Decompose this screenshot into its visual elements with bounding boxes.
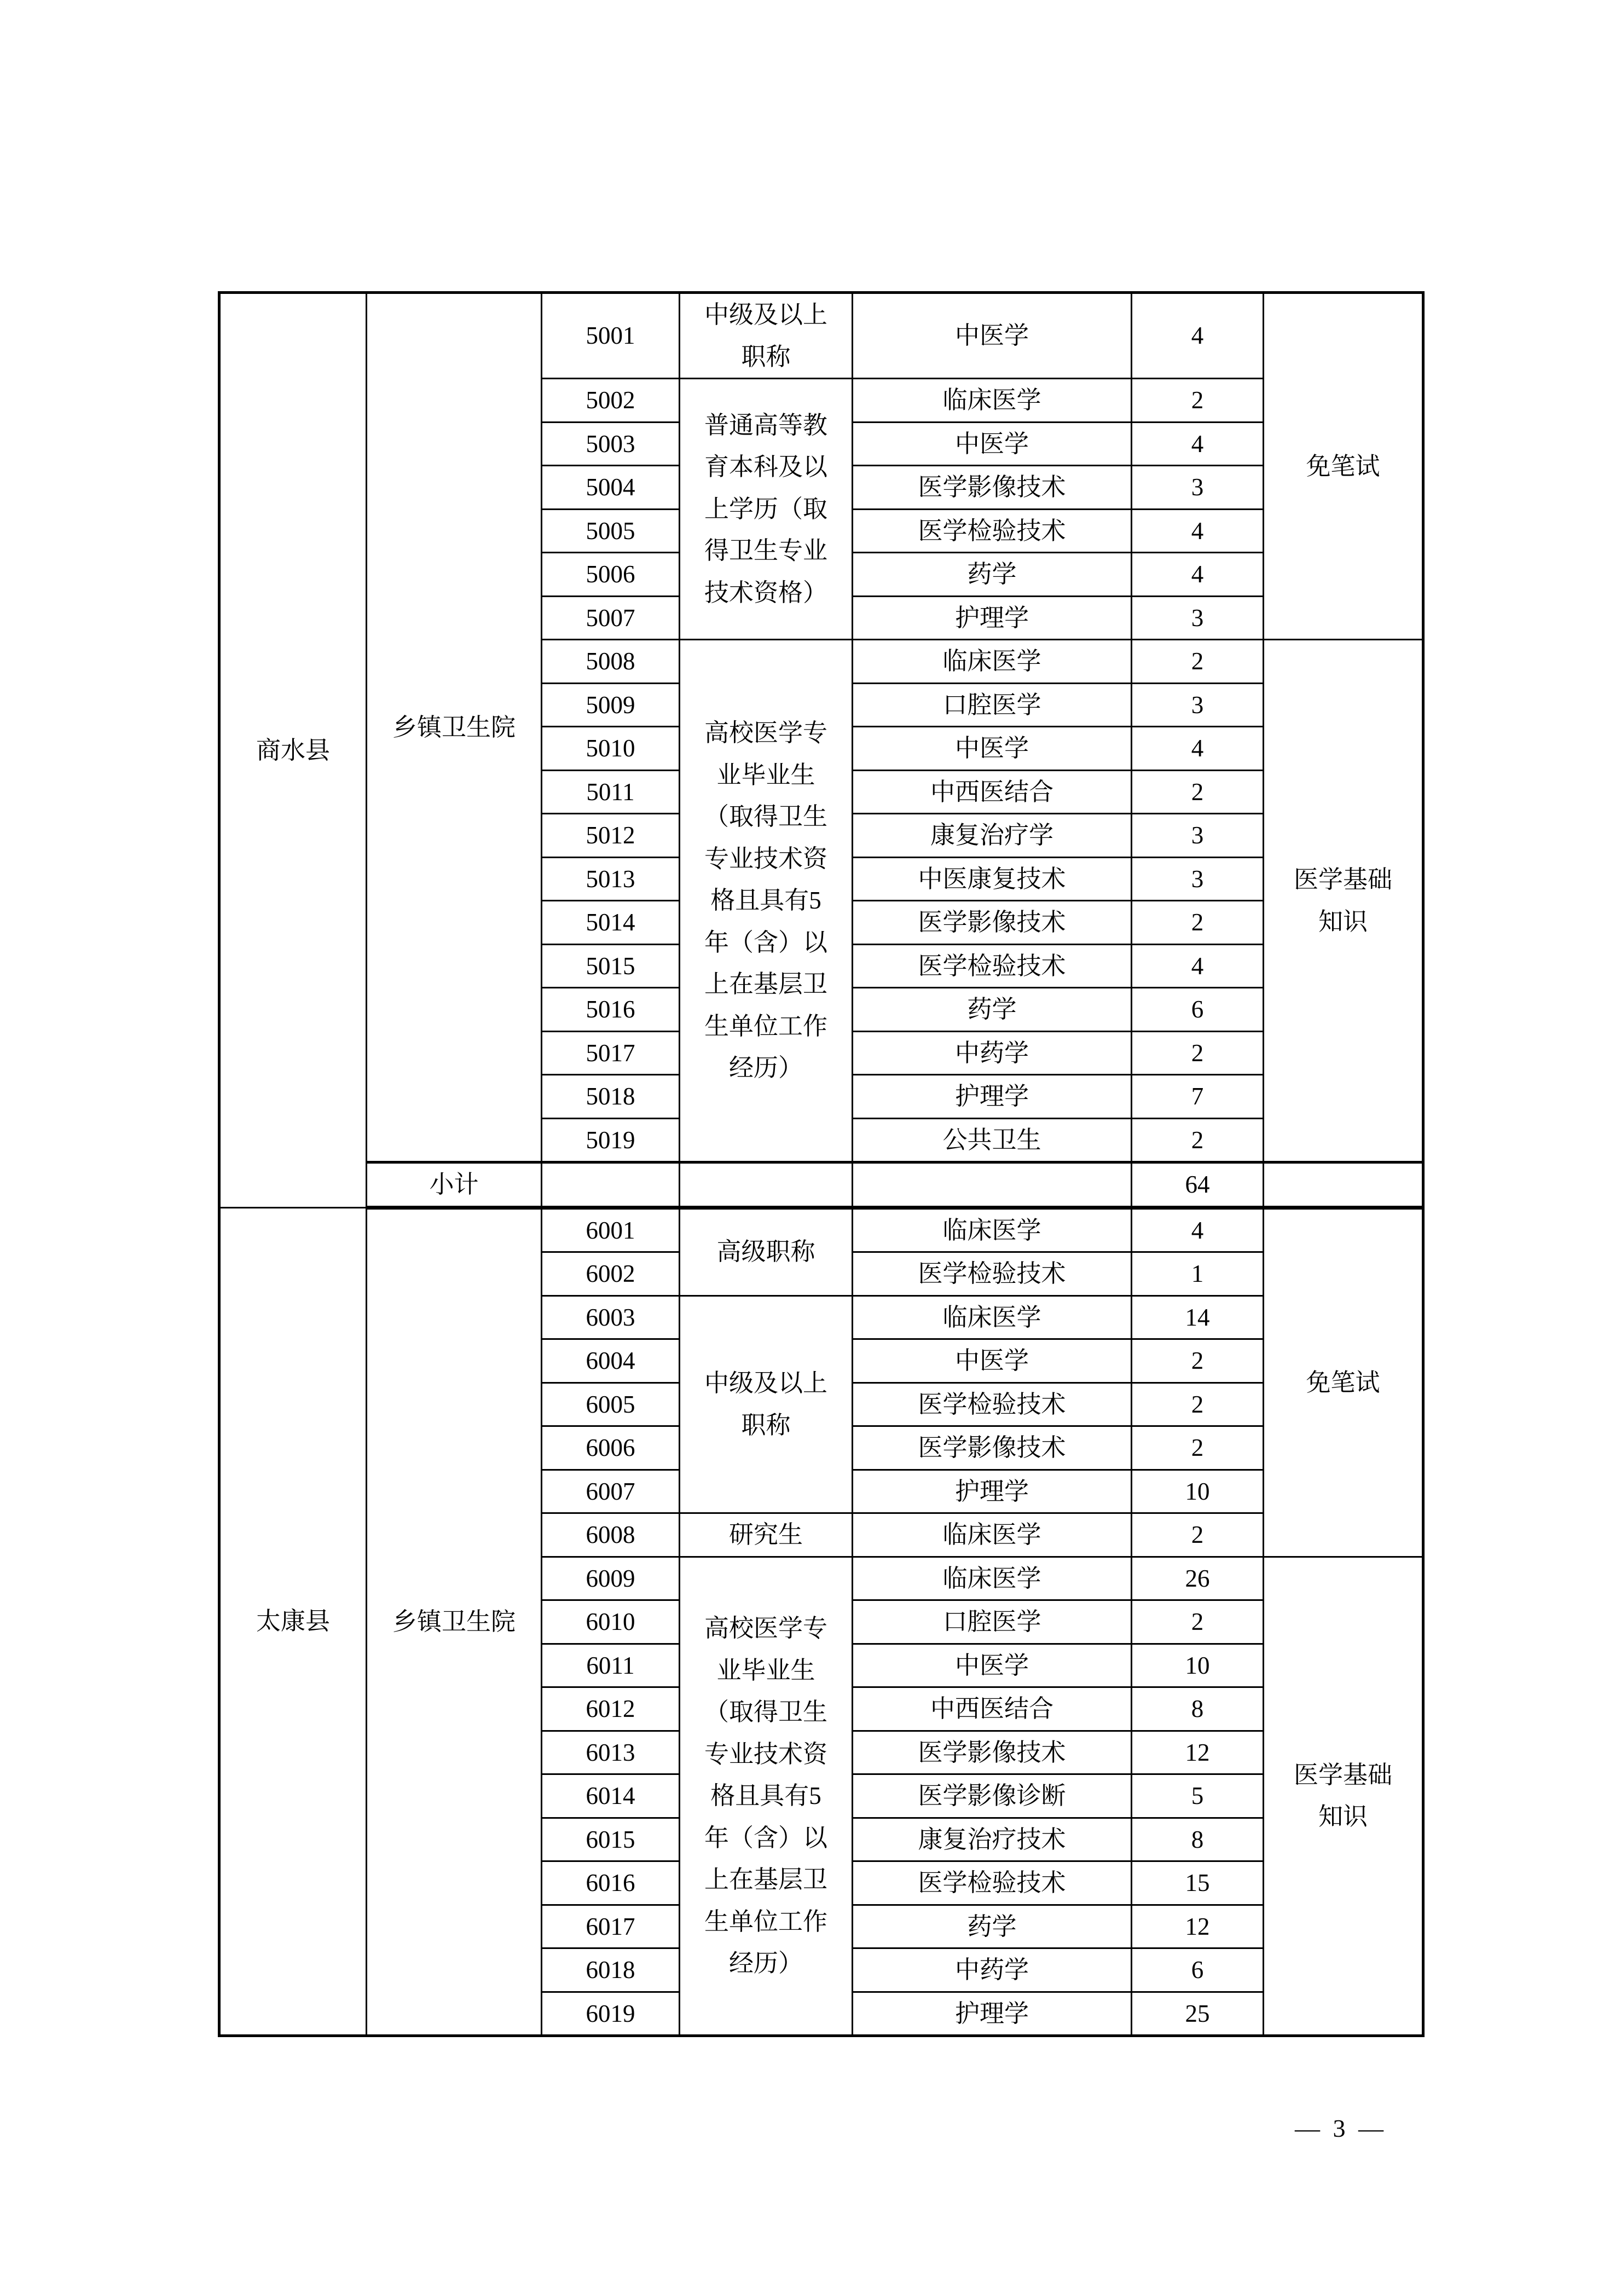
specialty-cell: 公共卫生 [853, 1118, 1132, 1163]
exam-type-cell: 医学基础知识 [1264, 640, 1423, 1163]
position-code-cell: 5019 [542, 1118, 680, 1163]
specialty-cell: 中药学 [853, 1948, 1132, 1992]
subtotal-row [219, 1163, 1423, 1208]
count-cell: 2 [1132, 1383, 1264, 1426]
position-code-cell: 6014 [542, 1774, 680, 1818]
subtotal-label-cell: 小计 [367, 1163, 542, 1208]
count-cell: 2 [1132, 1513, 1264, 1557]
position-code-cell: 5012 [542, 814, 680, 858]
count-cell: 12 [1132, 1905, 1264, 1948]
position-code-cell: 6004 [542, 1339, 680, 1383]
count-cell: 3 [1132, 596, 1264, 640]
empty-exam-cell [1264, 1163, 1423, 1208]
count-cell: 2 [1132, 1118, 1264, 1163]
specialty-cell: 中医学 [853, 293, 1132, 379]
specialty-cell: 护理学 [853, 1470, 1132, 1513]
specialty-cell: 中医学 [853, 422, 1132, 466]
position-code-cell: 5009 [542, 683, 680, 727]
count-cell: 2 [1132, 1600, 1264, 1644]
specialty-cell: 中医学 [853, 727, 1132, 771]
position-code-cell: 6002 [542, 1252, 680, 1296]
specialty-cell: 护理学 [853, 1992, 1132, 2036]
count-cell: 3 [1132, 857, 1264, 901]
position-code-cell: 5015 [542, 944, 680, 988]
specialty-cell: 医学影像技术 [853, 1731, 1132, 1774]
count-cell: 7 [1132, 1075, 1264, 1119]
page-number: — 3 — [1295, 2114, 1387, 2142]
specialty-cell: 中西医结合 [853, 770, 1132, 814]
qualification-cell: 研究生 [680, 1513, 853, 1557]
position-code-cell: 6009 [542, 1557, 680, 1600]
count-cell: 4 [1132, 1207, 1264, 1252]
count-cell: 4 [1132, 727, 1264, 771]
position-code-cell: 5010 [542, 727, 680, 771]
position-code-cell: 6007 [542, 1470, 680, 1513]
count-cell: 4 [1132, 944, 1264, 988]
specialty-cell: 康复治疗技术 [853, 1818, 1132, 1861]
count-cell: 4 [1132, 553, 1264, 597]
specialty-cell: 医学检验技术 [853, 1252, 1132, 1296]
qualification-cell: 普通高等教育本科及以上学历（取得卫生专业技术资格） [680, 379, 853, 640]
position-code-cell: 6019 [542, 1992, 680, 2036]
count-cell: 2 [1132, 770, 1264, 814]
specialty-cell: 临床医学 [853, 1296, 1132, 1339]
qualification-cell: 高校医学专业毕业生（取得卫生专业技术资格且具有5年（含）以上在基层卫生单位工作经历） [680, 640, 853, 1163]
position-code-cell: 6008 [542, 1513, 680, 1557]
position-code-cell: 6017 [542, 1905, 680, 1948]
position-code-cell: 6012 [542, 1687, 680, 1731]
position-code-cell: 5016 [542, 988, 680, 1032]
position-code-cell: 6003 [542, 1296, 680, 1339]
position-code-cell: 6006 [542, 1426, 680, 1470]
specialty-cell: 临床医学 [853, 1207, 1132, 1252]
specialty-cell: 中医学 [853, 1339, 1132, 1383]
count-cell: 2 [1132, 640, 1264, 684]
position-code-cell: 6005 [542, 1383, 680, 1426]
qualification-cell: 中级及以上职称 [680, 1296, 853, 1513]
specialty-cell: 药学 [853, 553, 1132, 597]
specialty-cell: 临床医学 [853, 640, 1132, 684]
position-code-cell: 5011 [542, 770, 680, 814]
count-cell: 8 [1132, 1818, 1264, 1861]
count-cell: 26 [1132, 1557, 1264, 1600]
count-cell: 2 [1132, 1339, 1264, 1383]
position-code-cell: 5013 [542, 857, 680, 901]
qualification-cell: 中级及以上职称 [680, 293, 853, 379]
count-cell: 10 [1132, 1644, 1264, 1687]
position-code-cell: 5018 [542, 1075, 680, 1119]
position-code-cell: 5008 [542, 640, 680, 684]
count-cell: 8 [1132, 1687, 1264, 1731]
position-code-cell: 5001 [542, 293, 680, 379]
specialty-cell: 护理学 [853, 596, 1132, 640]
position-code-cell: 5005 [542, 509, 680, 553]
position-code-cell: 6018 [542, 1948, 680, 1992]
specialty-cell: 中药学 [853, 1031, 1132, 1075]
specialty-cell: 医学检验技术 [853, 509, 1132, 553]
count-cell: 4 [1132, 293, 1264, 379]
specialty-cell: 临床医学 [853, 379, 1132, 423]
position-code-cell: 5007 [542, 596, 680, 640]
specialty-cell: 临床医学 [853, 1513, 1132, 1557]
position-code-cell: 5017 [542, 1031, 680, 1075]
exam-type-cell: 医学基础知识 [1264, 1557, 1423, 2036]
recruitment-quota-table [218, 291, 1425, 2037]
count-cell: 14 [1132, 1296, 1264, 1339]
specialty-cell: 医学检验技术 [853, 1383, 1132, 1426]
count-cell: 25 [1132, 1992, 1264, 2036]
subtotal-count-cell: 64 [1132, 1163, 1264, 1208]
institution-cell: 乡镇卫生院 [367, 1207, 542, 2036]
count-cell: 2 [1132, 901, 1264, 945]
specialty-cell: 口腔医学 [853, 1600, 1132, 1644]
position-code-cell: 5014 [542, 901, 680, 945]
position-code-cell: 6001 [542, 1207, 680, 1252]
specialty-cell: 口腔医学 [853, 683, 1132, 727]
count-cell: 6 [1132, 1948, 1264, 1992]
specialty-cell: 医学影像技术 [853, 901, 1132, 945]
empty-code-cell [542, 1163, 680, 1208]
exam-type-cell: 免笔试 [1264, 1207, 1423, 1557]
count-cell: 2 [1132, 1031, 1264, 1075]
empty-specialty-cell [853, 1163, 1132, 1208]
position-code-cell: 5004 [542, 466, 680, 510]
count-cell: 6 [1132, 988, 1264, 1032]
institution-cell: 乡镇卫生院 [367, 293, 542, 1163]
position-code-cell: 6010 [542, 1600, 680, 1644]
table-row [219, 293, 1423, 379]
count-cell: 5 [1132, 1774, 1264, 1818]
specialty-cell: 康复治疗学 [853, 814, 1132, 858]
count-cell: 3 [1132, 683, 1264, 727]
qualification-cell: 高校医学专业毕业生（取得卫生专业技术资格且具有5年（含）以上在基层卫生单位工作经历） [680, 1557, 853, 2036]
count-cell: 12 [1132, 1731, 1264, 1774]
specialty-cell: 中医康复技术 [853, 857, 1132, 901]
specialty-cell: 中西医结合 [853, 1687, 1132, 1731]
specialty-cell: 医学影像技术 [853, 466, 1132, 510]
position-code-cell: 5003 [542, 422, 680, 466]
specialty-cell: 药学 [853, 988, 1132, 1032]
position-code-cell: 5006 [542, 553, 680, 597]
specialty-cell: 医学检验技术 [853, 944, 1132, 988]
specialty-cell: 医学检验技术 [853, 1861, 1132, 1905]
count-cell: 3 [1132, 466, 1264, 510]
count-cell: 3 [1132, 814, 1264, 858]
empty-qualification-cell [680, 1163, 853, 1208]
table-row [219, 1207, 1423, 1252]
exam-type-cell: 免笔试 [1264, 293, 1423, 640]
county-cell: 太康县 [219, 1207, 367, 2036]
position-code-cell: 5002 [542, 379, 680, 423]
count-cell: 1 [1132, 1252, 1264, 1296]
specialty-cell: 临床医学 [853, 1557, 1132, 1600]
position-code-cell: 6015 [542, 1818, 680, 1861]
position-code-cell: 6013 [542, 1731, 680, 1774]
specialty-cell: 医学影像技术 [853, 1426, 1132, 1470]
count-cell: 4 [1132, 422, 1264, 466]
specialty-cell: 医学影像诊断 [853, 1774, 1132, 1818]
position-code-cell: 6011 [542, 1644, 680, 1687]
qualification-cell: 高级职称 [680, 1207, 853, 1296]
count-cell: 10 [1132, 1470, 1264, 1513]
count-cell: 2 [1132, 379, 1264, 423]
position-code-cell: 6016 [542, 1861, 680, 1905]
specialty-cell: 药学 [853, 1905, 1132, 1948]
specialty-cell: 护理学 [853, 1075, 1132, 1119]
count-cell: 15 [1132, 1861, 1264, 1905]
count-cell: 4 [1132, 509, 1264, 553]
specialty-cell: 中医学 [853, 1644, 1132, 1687]
county-cell: 商水县 [219, 293, 367, 1208]
count-cell: 2 [1132, 1426, 1264, 1470]
